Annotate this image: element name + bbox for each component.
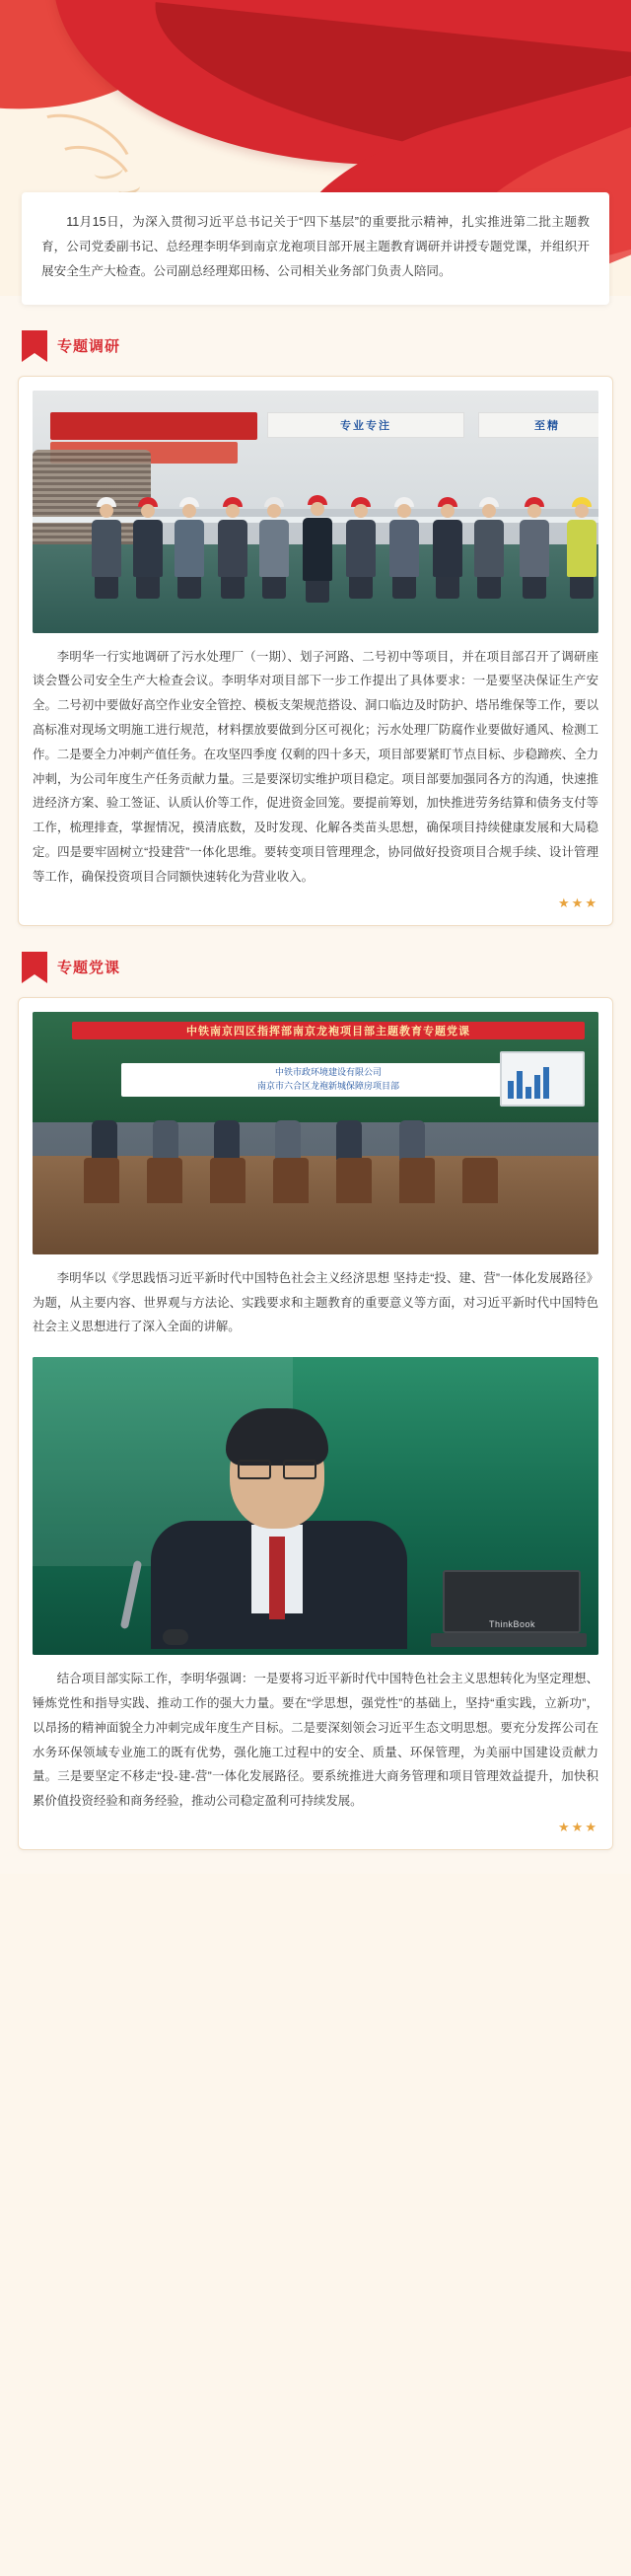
photo-person [518, 497, 551, 588]
mouse-icon [163, 1629, 188, 1645]
photo-person [173, 497, 206, 588]
section-heading-lecture [22, 952, 631, 983]
photo-person-leader [301, 495, 334, 594]
photo-speaker-hair [226, 1408, 328, 1466]
photo-chair [210, 1158, 245, 1203]
photo-speaker-tie [269, 1537, 285, 1619]
photo-attendee [336, 1120, 362, 1160]
research-paragraph: 李明华一行实地调研了污水处理厂（一期）、划子河路、二号初中等项目，并在项目部召开了调研座谈会暨公司安全生产大检查会议。李明华对项目部下一步工作提出了具体要求：一是要坚决保证生产安全。二号初中要做好高空作业安全管控、模板支架规范搭设、洞口临边及时防护、塔吊维保等工作，要以高标准对现场文明施工进行规范，材料摆放要做到分区可视化；污水处理厂防腐作业要做好通风、检测工作。二是要全力冲刺产值任务。在攻坚四季度 仅剩的四十多天，项目部要紧盯节点目标、步稳蹄疾、全力冲刺，为公司年度生产任务贡献力量。三是要深切实维护项目稳定。项目部要加强同各方的沟通，快速推进经济方案、验工签证、认质认价等工作，促进资金回笼。要提前筹划，加快推进劳务结算和债务支付等工作，梳理排查，掌握情况，摸清底数，及时发现、化解各类苗头思想，确保项目持续健康发展和大局稳定。四是要牢固树立“投建营”一体化思维。要转变项目管理理念，协同做好投资项目合规手续、设计管理等工作，确保投资项目合同额快速转化为营业收入。 [33, 649, 598, 884]
photo-person [344, 497, 378, 588]
laptop-icon [433, 1570, 581, 1647]
photo-screen-chart [508, 1067, 549, 1099]
photo-person [257, 497, 291, 588]
photo-person [90, 497, 123, 588]
section-title: 专题调研 [57, 338, 121, 356]
photo-slogan-center: 专业专注 [267, 412, 464, 438]
photo-chair [399, 1158, 435, 1203]
photo-subtitle-line2: 南京市六合区龙袍新城保障房项目部 [256, 1080, 399, 1091]
glasses-icon [238, 1460, 316, 1475]
bottom-padding [0, 1864, 631, 1874]
factory-inspection-photo [33, 391, 598, 633]
photo-presentation-screen [500, 1051, 585, 1107]
photo-gap [33, 1339, 598, 1357]
research-card [18, 376, 613, 926]
photo-attendee [214, 1120, 240, 1160]
star-divider: ★★★ [558, 894, 598, 910]
flag-icon [22, 330, 47, 362]
photo-chair [336, 1158, 372, 1203]
laptop-brand-label: ThinkBook [488, 1619, 535, 1630]
lecture-card [18, 997, 613, 1850]
photo-person [431, 497, 464, 588]
section-heading-research [22, 330, 631, 362]
intro-section [22, 192, 609, 305]
lecture-paragraph-2: 结合项目部实际工作，李明华强调：一是要将习近平新时代中国特色社会主义思想转化为坚定理想、锤炼党性和指导实践、推动工作的强大力量。要在“学思想，强党性”的基础上，坚持“重实践，立新功”，以昂扬的精神面貌全力冲刺完成年度生产目标。二是要深刻领会习近平生态文明思想。要充分发挥公司在水务环保领域专业施工的既有优势，强化施工过程中的安全、质量、环保管理，为美丽中国建设贡献力量。三是要坚定不移走“投-建-营”一体化发展路径。要系统推进大商务管理和项目管理效益提升，加快积累价值投资经验和商务经验，推动公司稳定盈利可持续发展。 [33, 1672, 598, 1809]
photo-person [565, 497, 598, 588]
photo-person [131, 497, 165, 588]
photo-person [472, 497, 506, 588]
photo-attendee [399, 1120, 425, 1160]
laptop-base [431, 1633, 587, 1647]
photo-person [216, 497, 249, 588]
photo-headline-banner: 中铁南京四区指挥部南京龙袍项目部主题教育专题党课 [72, 1022, 585, 1039]
photo-chair [147, 1158, 182, 1203]
photo-chair [84, 1158, 119, 1203]
speaker-portrait-photo [33, 1357, 598, 1655]
photo-chair [462, 1158, 498, 1203]
photo-subtitle-line1: 中铁市政环境建设有限公司 [274, 1067, 382, 1078]
star-divider: ★★★ [558, 1820, 598, 1834]
photo-attendee [92, 1120, 117, 1160]
intro-paragraph: 11月15日，为深入贯彻习近平总书记关于“四下基层”的重要批示精神，扎实推进第二批主题教育，公司党委副书记、总经理李明华到南京龙袍项目部开展主题教育调研并讲授专题党课，并组织开展安全生产大检查。公司副总经理郑田杨、公司相关业务部门负责人陪同。 [22, 192, 609, 305]
photo-subtitle-board [121, 1063, 535, 1097]
section-title: 专题党课 [57, 960, 121, 977]
photo-attendee [153, 1120, 178, 1160]
photo-chair [273, 1158, 309, 1203]
lecture-paragraph: 李明华以《学思践悟习近平新时代中国特色社会主义经济思想 坚持走“投、建、营”一体化发展路径》为题，从主要内容、世界观与方法论、实践要求和主题教育的重要意义等方面，对习近平新时代中国特色社会主义思想进行了深入全面的讲解。 [33, 1270, 598, 1334]
photo-person [387, 497, 421, 588]
flag-icon [22, 952, 47, 983]
photo-red-banner [50, 412, 257, 440]
photo-attendee [275, 1120, 301, 1160]
photo-slogan-right: 至精 [478, 412, 598, 438]
party-lecture-meeting-photo [33, 1012, 598, 1254]
